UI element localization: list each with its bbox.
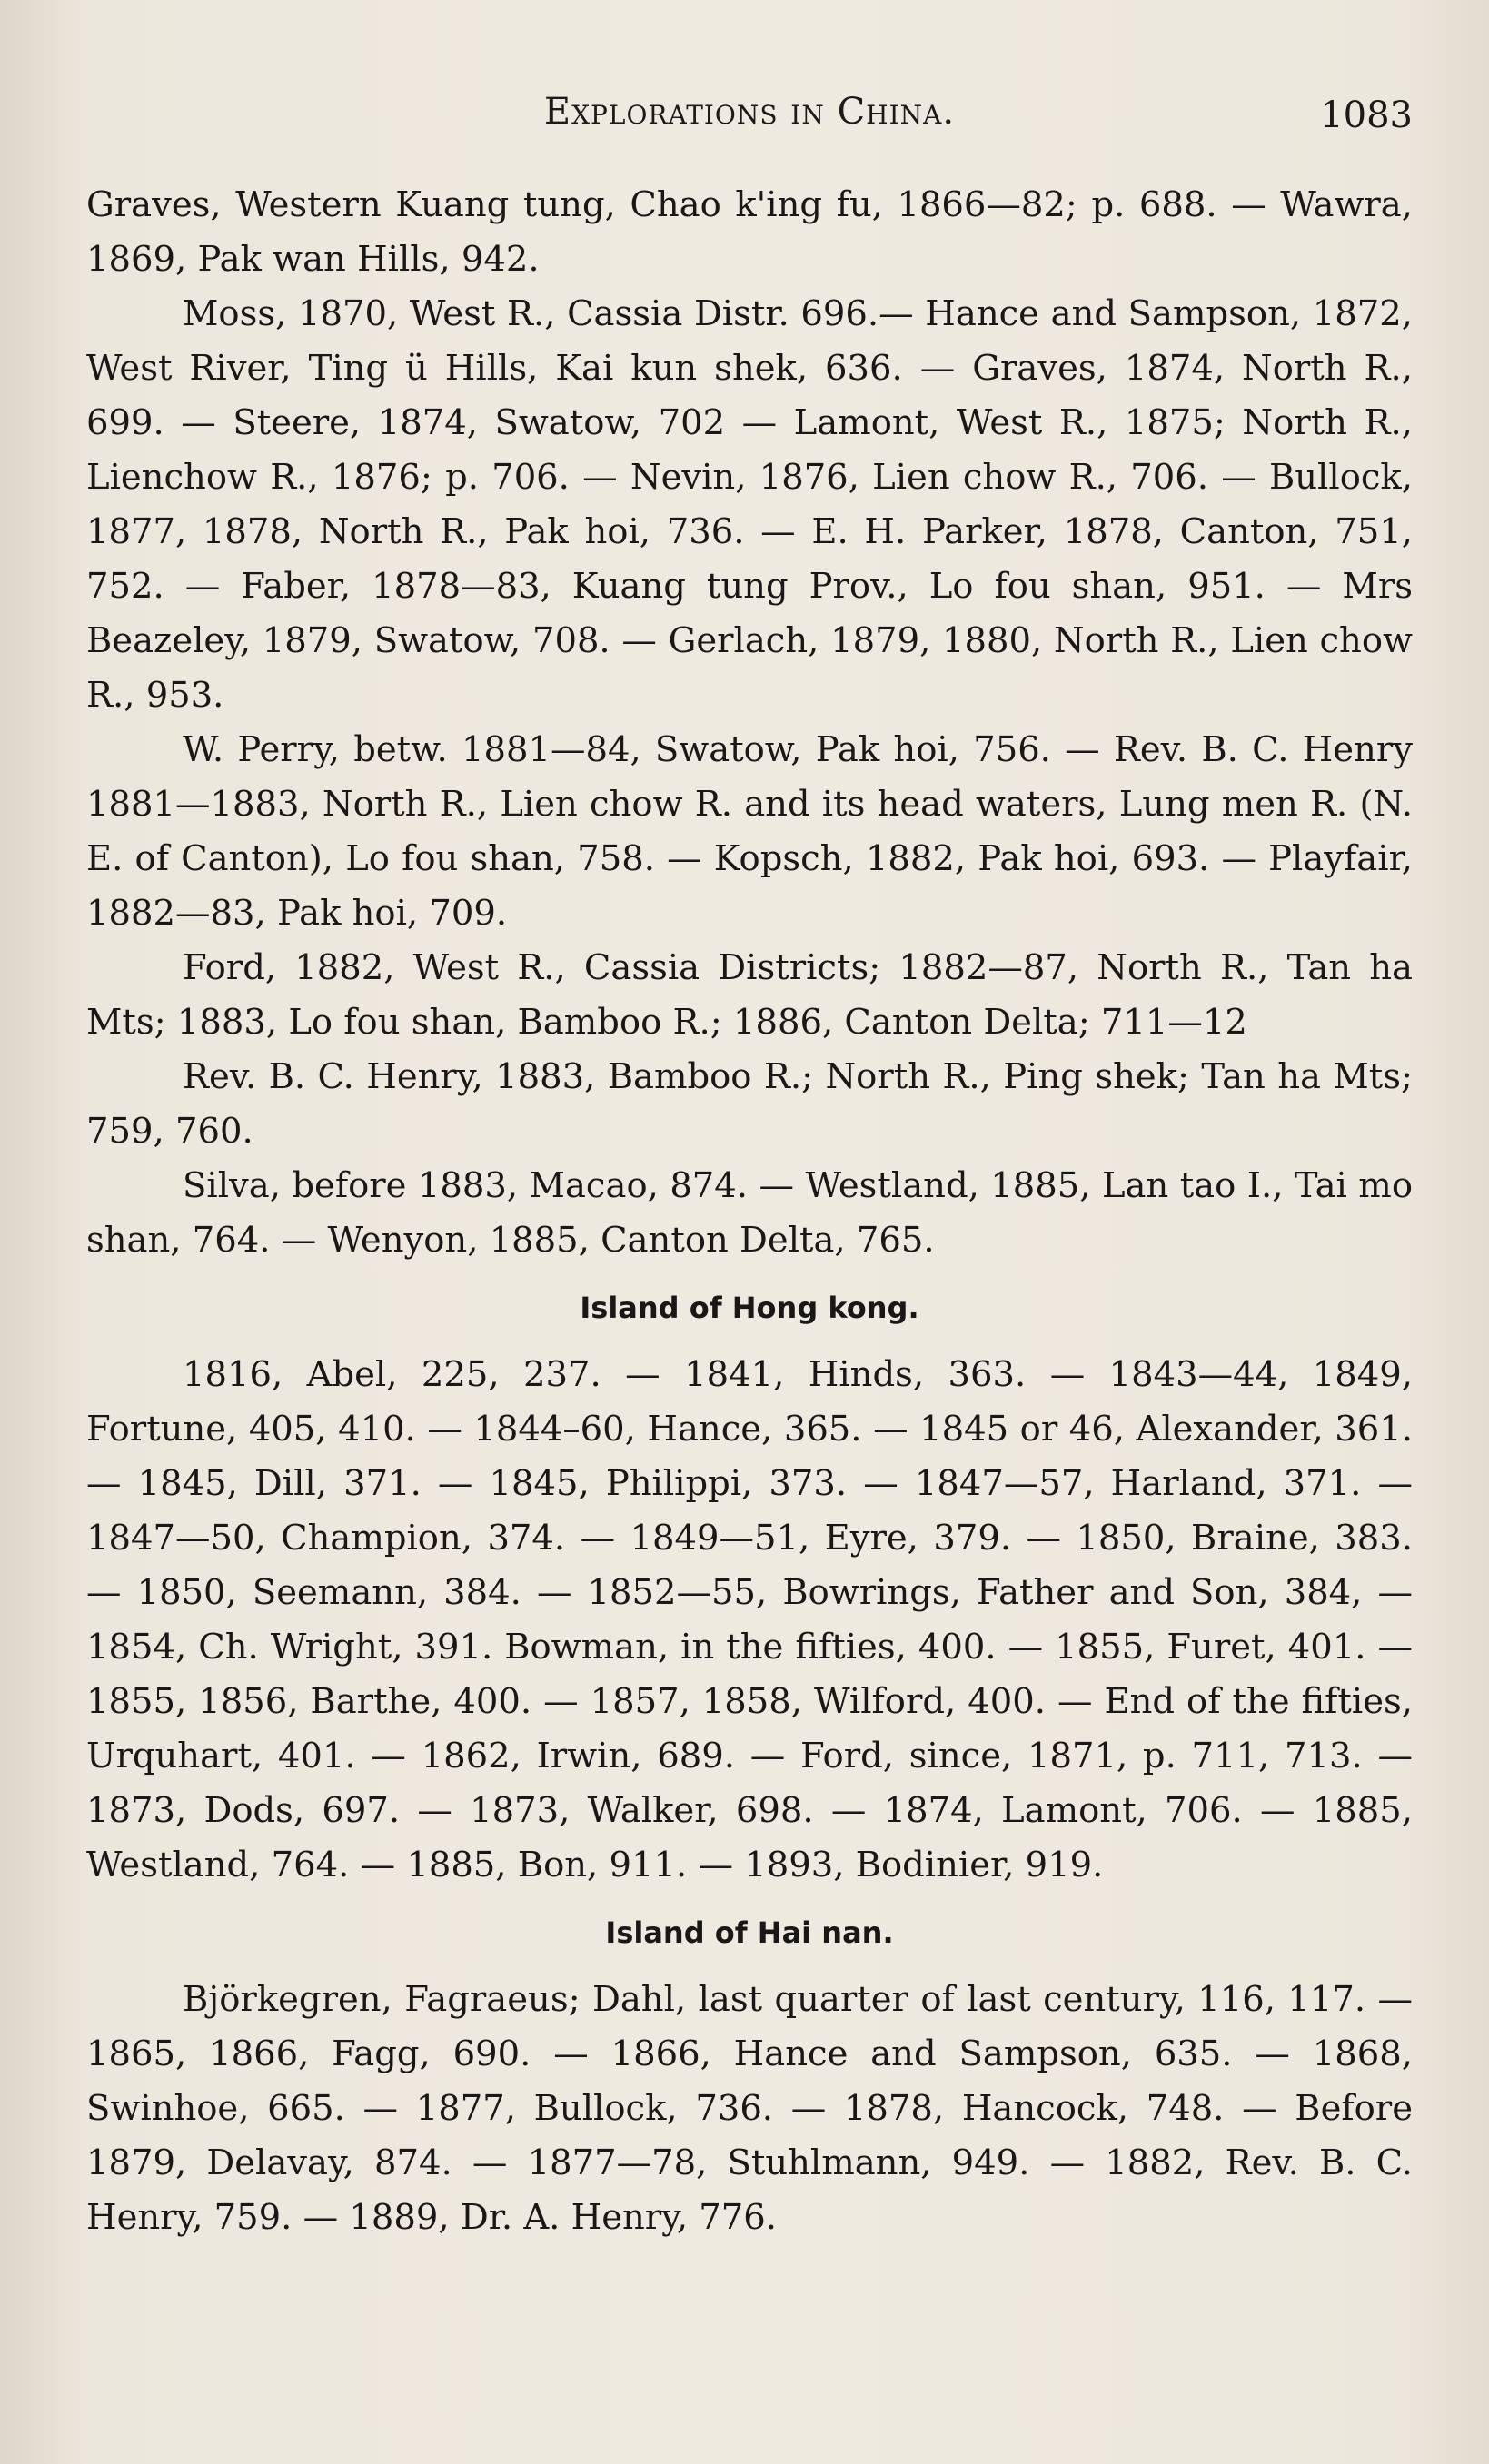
paragraph-graves: Graves, Western Kuang tung, Chao k'ing fu, 1866—82; p. 688. — Wawra, 1869, Pak wan Hills, 942. [86,184,1413,280]
paragraph-hai-nan: Björkegren, Fagraeus; Dahl, last quarter of last century, 116, 117. — 1865, 1866, Fagg, 690. — 1866, Hance and Sampson, 635. — 1868, Swinhoe, 665. — 1877, Bullock, 736. — 1878, Hancock, 748. — Before 1879, Delavay, 874. — 1877—78, Stuhlmann, 949. — 1882, Rev. B. C. Henry, 759. — 1889, Dr. A. Henry, 776. [86,1979,1413,2238]
paragraph-silva: Silva, before 1883, Macao, 874. — Westland, 1885, Lan tao I., Tai mo shan, 764. — Wenyon, 1885, Canton Delta, 765. [86,1165,1413,1261]
body-text [86,178,1413,2245]
paragraph-ford: Ford, 1882, West R., Cassia Districts; 1882—87, North R., Tan ha Mts; 1883, Lo fou shan, Bamboo R.; 1886, Canton Delta; 711—12 [86,947,1413,1043]
paragraph-moss: Moss, 1870, West R., Cassia Distr. 696.— Hance and Sampson, 1872, West River, Ting ü Hills, Kai kun shek, 636. — Graves, 1874, North R., 699. — Steere, 1874, Swatow, 702 — Lamont, West R., 1875; North R., Lienchow R., 1876; p. 706. — Nevin, 1876, Lien chow R., 706. — Bullock, 1877, 1878, North R., Pak hoi, 736. — E. H. Parker, 1878, Canton, 751, 752. — Faber, 1878—83, Kuang tung Prov., Lo fou shan, 951. — Mrs Beazeley, 1879, Swatow, 708. — Gerlach, 1879, 1880, North R., Lien chow R., 953. [86,293,1413,716]
section-heading-hong-kong: Island of Hong kong. [580,1291,919,1325]
running-head: Explorations in China. [543,91,956,133]
paragraph-henry: Rev. B. C. Henry, 1883, Bamboo R.; North R., Ping shek; Tan ha Mts; 759, 760. [86,1056,1413,1152]
section-heading-hai-nan: Island of Hai nan. [605,1915,894,1950]
paragraph-hong-kong: 1816, Abel, 225, 237. — 1841, Hinds, 363. — 1843—44, 1849, Fortune, 405, 410. — 1844–60, Hance, 365. — 1845 or 46, Alexander, 361. — 1845, Dill, 371. — 1845, Philippi, 373. — 1847—57, Harland, 371. — 1847—50, Champion, 374. — 1849—51, Eyre, 379. — 1850, Braine, 383. — 1850, Seemann, 384. — 1852—55, Bowrings, Father and Son, 384, — 1854, Ch. Wright, 391. Bowman, in the fifties, 400. — 1855, Furet, 401. — 1855, 1856, Barthe, 400. — 1857, 1858, Wilford, 400. — End of the fifties, Urquhart, 401. — 1862, Irwin, 689. — Ford, since, 1871, p. 711, 713. — 1873, Dods, 697. — 1873, Walker, 698. — 1874, Lamont, 706. — 1885, Westland, 764. — 1885, Bon, 911. — 1893, Bodinier, 919. [86,1354,1413,1885]
paragraph-perry: W. Perry, betw. 1881—84, Swatow, Pak hoi, 756. — Rev. B. C. Henry 1881—1883, North R., Lien chow R. and its head waters, Lung men R. (N. E. of Canton), Lo fou shan, 758. — Kopsch, 1882, Pak hoi, 693. — Playfair, 1882—83, Pak hoi, 709. [86,729,1413,934]
page-number: 1083 [1320,94,1413,136]
page-header [86,91,1413,154]
